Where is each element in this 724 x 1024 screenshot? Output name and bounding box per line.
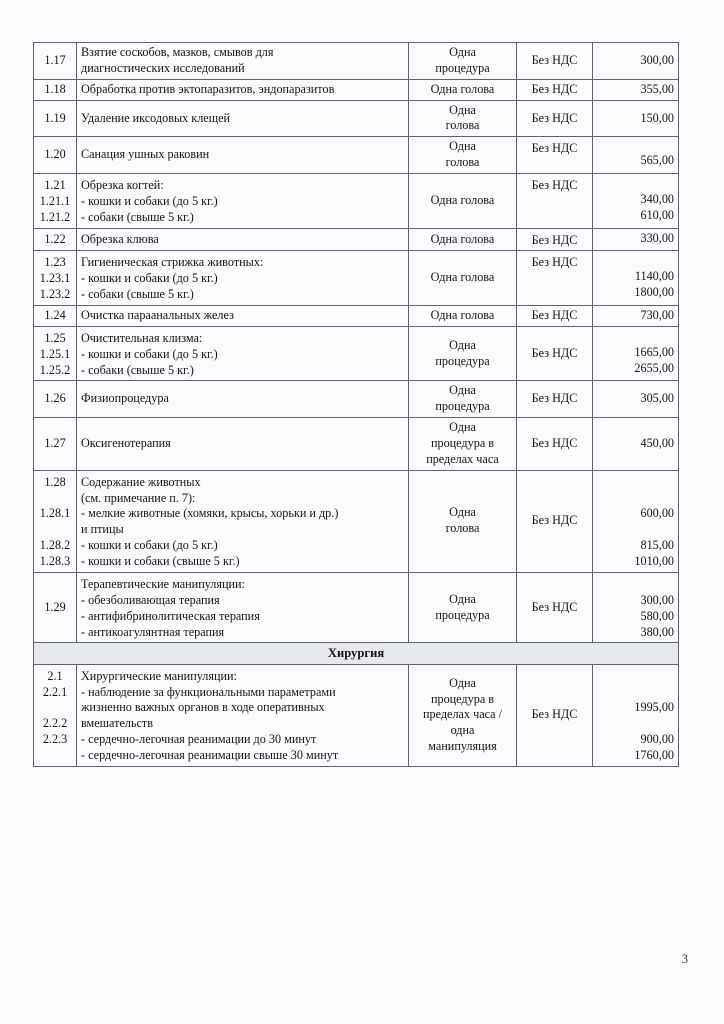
cell-line: процедура <box>435 607 490 622</box>
service-name-cell <box>77 137 409 174</box>
cell-line: 1.23.2 <box>39 287 71 302</box>
unit-cell <box>409 418 517 471</box>
cell-line: (см. примечание п. 7): <box>81 490 196 505</box>
cell-line: - собаки (свыше 5 кг.) <box>81 287 194 302</box>
cell-line: - сердечно-легочная реанимации до 30 минут <box>81 732 317 747</box>
cell-line: 2.2.1 <box>42 684 68 699</box>
vat-cell: Без НДС <box>517 381 593 418</box>
cell-line: Одна <box>449 591 476 606</box>
cell-line: 1.21.1 <box>39 193 71 208</box>
cell-line: 730,00 <box>640 308 674 323</box>
cell-line: 1140,00 <box>634 269 674 284</box>
cell-line: Одна <box>449 505 476 520</box>
price-cell <box>593 100 679 137</box>
cell-line: голова <box>445 521 480 536</box>
table-row <box>34 174 679 229</box>
cell-line: 1.21 <box>44 178 66 193</box>
cell-line: Физиопроцедура <box>81 391 169 406</box>
cell-line: Оксигенотерапия <box>81 436 171 451</box>
cell-line: Очистка параанальных желез <box>81 308 234 323</box>
cell-line: Удаление иксодовых клещей <box>81 110 231 125</box>
cell-line: 450,00 <box>640 436 674 451</box>
cell-line: Одна <box>449 45 476 59</box>
cell-line: голова <box>445 155 480 170</box>
cell-line: 1.18 <box>44 81 66 96</box>
cell-line: - собаки (свыше 5 кг.) <box>81 209 194 224</box>
cell-line: Одна <box>449 102 476 117</box>
cell-line: 2655,00 <box>634 360 674 375</box>
row-index-cell <box>34 174 77 229</box>
price-cell <box>593 470 679 572</box>
cell-line: Одна <box>449 139 476 154</box>
cell-line: 1.26 <box>44 391 66 406</box>
row-index-cell <box>34 418 77 471</box>
row-index-cell <box>34 43 77 80</box>
cell-line: 1.24 <box>44 308 66 323</box>
row-index-cell <box>34 79 77 100</box>
cell-line: - обезболивающая терапия <box>81 592 220 607</box>
cell-line: - кошки и собаки (до 5 кг.) <box>81 193 218 208</box>
row-index-cell <box>34 251 77 306</box>
cell-line: 355,00 <box>640 81 674 96</box>
cell-line: процедура в <box>430 436 495 451</box>
unit-cell <box>409 137 517 174</box>
cell-line: 1.29 <box>44 599 66 614</box>
price-cell <box>593 306 679 327</box>
cell-line: 1665,00 <box>634 344 674 359</box>
service-name-cell <box>77 470 409 572</box>
service-name-cell <box>77 228 409 251</box>
price-cell <box>593 174 679 229</box>
service-name-cell <box>77 43 409 80</box>
cell-line: диагностических исследований <box>81 60 245 75</box>
vat-cell: Без НДС <box>517 326 593 381</box>
price-cell <box>593 381 679 418</box>
cell-line: 1.28.1 <box>39 506 71 521</box>
cell-line: 1.25 <box>44 330 66 345</box>
cell-line: 305,00 <box>640 391 674 406</box>
table-row <box>34 228 679 251</box>
cell-line: 1.28.2 <box>39 538 71 553</box>
row-index-cell <box>34 572 77 642</box>
row-index-cell <box>34 326 77 381</box>
service-name-cell <box>77 326 409 381</box>
cell-line: 1.20 <box>44 147 66 162</box>
row-index-cell <box>34 100 77 137</box>
cell-line: 815,00 <box>640 538 674 553</box>
cell-line: 1760,00 <box>634 748 674 763</box>
unit-cell <box>409 79 517 100</box>
cell-line: Обрезка когтей: <box>81 178 164 193</box>
cell-line: 380,00 <box>640 624 674 639</box>
cell-line: 2.2.2 <box>42 716 68 731</box>
cell-line: вмешательств <box>81 716 154 731</box>
cell-line <box>53 522 56 536</box>
cell-line: Одна голова <box>430 231 495 246</box>
table-row <box>34 418 679 471</box>
cell-line <box>53 491 56 505</box>
price-list-table <box>33 42 679 767</box>
cell-line: Одна голова <box>430 192 495 207</box>
cell-line: Одна <box>449 383 476 398</box>
table-row <box>34 470 679 572</box>
service-name-cell <box>77 381 409 418</box>
cell-line: процедура <box>435 60 490 75</box>
cell-line: Терапевтические манипуляции: <box>81 576 245 591</box>
row-index-cell <box>34 228 77 251</box>
cell-line: 600,00 <box>640 506 674 521</box>
page-number: 3 <box>681 952 688 966</box>
cell-line <box>55 700 58 714</box>
price-cell <box>593 251 679 306</box>
cell-line: 1.27 <box>44 436 66 451</box>
cell-line: 1995,00 <box>634 700 674 715</box>
cell-line: 1.19 <box>44 110 66 125</box>
cell-line: - мелкие животные (хомяки, крысы, хорьки и др.) <box>81 506 339 521</box>
cell-line: 1.23 <box>44 255 66 270</box>
cell-line: 150,00 <box>640 110 674 125</box>
unit-cell <box>409 174 517 229</box>
cell-line: - антикоагулянтная терапия <box>81 624 225 639</box>
cell-line: Содержание животных <box>81 474 201 489</box>
cell-line: Гигиеническая стрижка животных: <box>81 255 264 270</box>
table-row <box>34 100 679 137</box>
table-row <box>34 306 679 327</box>
cell-line: 1.23.1 <box>39 271 71 286</box>
unit-cell <box>409 470 517 572</box>
vat-cell: Без НДС <box>517 100 593 137</box>
unit-cell <box>409 664 517 766</box>
cell-line: Одна голова <box>430 81 495 96</box>
section-header-surgery: Хирургия <box>34 643 679 664</box>
price-cell <box>593 572 679 642</box>
cell-line: - кошки и собаки (до 5 кг.) <box>81 346 218 361</box>
service-name-cell <box>77 174 409 229</box>
table-row <box>34 326 679 381</box>
vat-cell: Без НДС <box>517 664 593 766</box>
cell-line: голова <box>445 118 480 133</box>
price-cell <box>593 326 679 381</box>
cell-line: - антифибринолитическая терапия <box>81 608 260 623</box>
cell-line: Одна голова <box>430 308 495 323</box>
price-cell <box>593 664 679 766</box>
service-name-cell <box>77 418 409 471</box>
cell-line: - кошки и собаки (до 5 кг.) <box>81 271 218 286</box>
cell-line: Одна голова <box>430 270 495 285</box>
cell-line: 1.28.3 <box>39 554 71 569</box>
table-row <box>34 137 679 174</box>
table-row <box>34 381 679 418</box>
cell-line: 300,00 <box>640 52 674 67</box>
cell-line: пределах часа / <box>422 707 503 722</box>
cell-line: манипуляция <box>428 739 497 754</box>
price-cell <box>593 137 679 174</box>
price-cell <box>593 79 679 100</box>
cell-line: 565,00 <box>640 153 674 168</box>
cell-line: процедура <box>435 399 490 414</box>
cell-line: Санация ушных раковин <box>81 147 210 162</box>
cell-line: - собаки (свыше 5 кг.) <box>81 362 194 377</box>
table-row <box>34 251 679 306</box>
vat-cell: Без НДС <box>517 137 593 174</box>
service-name-cell <box>77 100 409 137</box>
vat-cell: Без НДС <box>517 174 593 229</box>
cell-line: 1.21.2 <box>39 209 71 224</box>
vat-cell: Без НДС <box>517 228 593 251</box>
cell-line: 1.25.1 <box>39 346 71 361</box>
cell-line: 2.1 <box>47 668 63 683</box>
unit-cell <box>409 326 517 381</box>
cell-line: Обработка против эктопаразитов, эндопаразитов <box>81 81 335 96</box>
table-row <box>34 572 679 642</box>
vat-cell: Без НДС <box>517 251 593 306</box>
cell-line: 330,00 <box>640 230 674 245</box>
cell-line: Обрезка клюва <box>81 231 159 246</box>
unit-cell <box>409 251 517 306</box>
row-index-cell <box>34 137 77 174</box>
vat-cell: Без НДС <box>517 470 593 572</box>
cell-line: 1.25.2 <box>39 362 71 377</box>
cell-line: Хирургические манипуляции: <box>81 668 237 683</box>
row-index-cell <box>34 381 77 418</box>
service-name-cell <box>77 79 409 100</box>
cell-line: 1.22 <box>44 231 66 246</box>
cell-line: Одна <box>449 337 476 352</box>
cell-line: процедура <box>435 353 490 368</box>
cell-line: 1.28 <box>44 474 66 489</box>
price-cell <box>593 418 679 471</box>
cell-line: Очистительная клизма: <box>81 330 203 345</box>
row-index-cell <box>34 306 77 327</box>
section-header-row <box>34 643 679 664</box>
cell-line: жизненно важных органов в ходе оперативных <box>81 700 325 715</box>
cell-line: 610,00 <box>640 207 674 222</box>
vat-cell: Без НДС <box>517 306 593 327</box>
cell-line: 1.17 <box>44 52 66 67</box>
cell-line: - наблюдение за функциональными параметрами <box>81 684 336 699</box>
service-name-cell <box>77 251 409 306</box>
unit-cell <box>409 572 517 642</box>
cell-line: - сердечно-легочная реанимации свыше 30 минут <box>81 748 339 763</box>
cell-line: - кошки и собаки (до 5 кг.) <box>81 538 218 553</box>
unit-cell <box>409 100 517 137</box>
unit-cell <box>409 306 517 327</box>
cell-line: 1800,00 <box>634 285 674 300</box>
service-name-cell <box>77 572 409 642</box>
table-row <box>34 664 679 766</box>
cell-line: Взятие соскобов, мазков, смывов для <box>81 45 274 59</box>
cell-line: Одна <box>449 675 476 690</box>
unit-cell <box>409 381 517 418</box>
vat-cell: Без НДС <box>517 418 593 471</box>
cell-line: и птицы <box>81 522 124 537</box>
cell-line: - кошки и собаки (свыше 5 кг.) <box>81 554 240 569</box>
cell-line: Одна <box>449 420 476 435</box>
vat-cell: Без НДС <box>517 43 593 80</box>
price-cell <box>593 43 679 80</box>
cell-line: процедура в <box>430 691 495 706</box>
cell-line: 580,00 <box>640 608 674 623</box>
table-row <box>34 43 679 80</box>
cell-line: пределах часа <box>426 451 499 466</box>
row-index-cell <box>34 664 77 766</box>
vat-cell: Без НДС <box>517 572 593 642</box>
price-cell <box>593 228 679 251</box>
cell-line: 1010,00 <box>634 554 674 569</box>
cell-line: 900,00 <box>640 732 674 747</box>
row-index-cell <box>34 470 77 572</box>
cell-line: 300,00 <box>640 592 674 607</box>
table-row <box>34 79 679 100</box>
service-name-cell <box>77 306 409 327</box>
unit-cell <box>409 228 517 251</box>
service-name-cell <box>77 664 409 766</box>
unit-cell <box>409 43 517 80</box>
cell-line: 2.2.3 <box>42 732 68 747</box>
vat-cell: Без НДС <box>517 79 593 100</box>
cell-line: 340,00 <box>640 191 674 206</box>
cell-line: одна <box>450 723 475 738</box>
